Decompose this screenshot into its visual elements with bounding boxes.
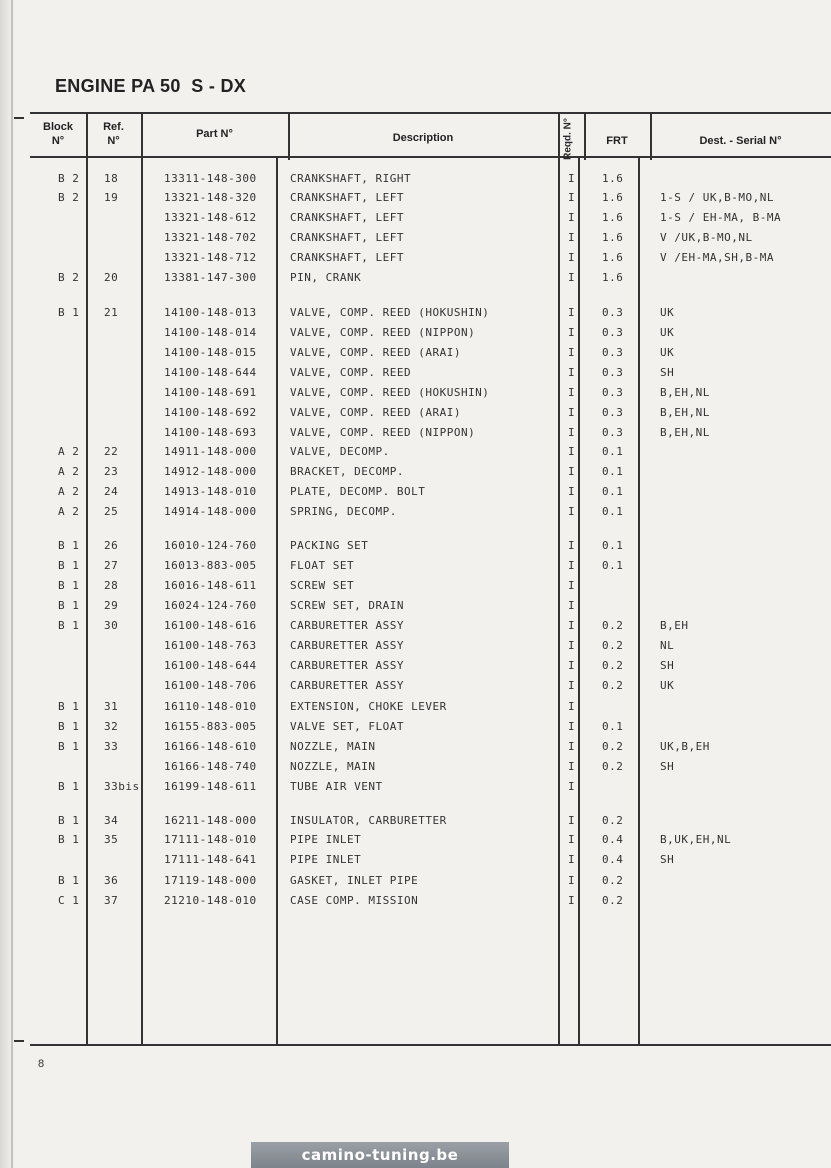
cell-reqd: I bbox=[568, 406, 576, 419]
cell-description: TUBE AIR VENT bbox=[290, 780, 383, 793]
cell-reqd: I bbox=[568, 659, 576, 672]
cell-part-number: 14100-148-692 bbox=[164, 406, 257, 419]
cell-description: GASKET, INLET PIPE bbox=[290, 874, 419, 887]
cell-description: CRANKSHAFT, LEFT bbox=[290, 191, 404, 204]
cell-reqd: I bbox=[568, 445, 576, 458]
cell-description: CRANKSHAFT, RIGHT bbox=[290, 172, 412, 185]
header-reqd bbox=[558, 118, 578, 160]
cell-frt: 0.2 bbox=[602, 894, 624, 907]
cell-reqd: I bbox=[568, 306, 576, 319]
cell-reqd: I bbox=[568, 211, 576, 224]
cell-reqd: I bbox=[568, 599, 576, 612]
cell-frt: 0.1 bbox=[602, 539, 624, 552]
cell-ref: 27 bbox=[104, 559, 119, 572]
header-ref-line1: Ref. bbox=[103, 121, 124, 133]
cell-dest: B,EH bbox=[660, 619, 689, 632]
cell-part-number: 14100-148-691 bbox=[164, 386, 257, 399]
cell-reqd: I bbox=[568, 720, 576, 733]
table-row bbox=[0, 812, 831, 830]
table-row bbox=[0, 404, 831, 422]
table-row bbox=[0, 344, 831, 362]
cell-block: B 1 bbox=[58, 559, 80, 572]
cell-dest: UK,B,EH bbox=[660, 740, 710, 753]
cell-block: B 2 bbox=[58, 172, 80, 185]
table-row bbox=[0, 304, 831, 322]
cell-reqd: I bbox=[568, 894, 576, 907]
cell-ref: 35 bbox=[104, 833, 119, 846]
cell-reqd: I bbox=[568, 760, 576, 773]
table-row bbox=[0, 384, 831, 402]
cell-description: VALVE SET, FLOAT bbox=[290, 720, 404, 733]
cell-reqd: I bbox=[568, 853, 576, 866]
cell-block: B 2 bbox=[58, 271, 80, 284]
cell-dest: V /EH-MA,SH,B-MA bbox=[660, 251, 774, 264]
cell-dest: B,EH,NL bbox=[660, 406, 710, 419]
cell-reqd: I bbox=[568, 559, 576, 572]
table-row bbox=[0, 424, 831, 442]
cell-ref: 21 bbox=[104, 306, 119, 319]
cell-reqd: I bbox=[568, 366, 576, 379]
cell-part-number: 16100-148-616 bbox=[164, 619, 257, 632]
cell-frt: 0.2 bbox=[602, 659, 624, 672]
cell-block: B 2 bbox=[58, 191, 80, 204]
cell-description: PACKING SET bbox=[290, 539, 369, 552]
cell-reqd: I bbox=[568, 172, 576, 185]
cell-part-number: 13321-148-712 bbox=[164, 251, 257, 264]
cell-frt: 1.6 bbox=[602, 191, 624, 204]
cell-reqd: I bbox=[568, 231, 576, 244]
cell-part-number: 16100-148-706 bbox=[164, 679, 257, 692]
cell-frt: 1.6 bbox=[602, 231, 624, 244]
cell-part-number: 21210-148-010 bbox=[164, 894, 257, 907]
cell-description: VALVE, COMP. REED (HOKUSHIN) bbox=[290, 306, 490, 319]
cell-reqd: I bbox=[568, 191, 576, 204]
cell-frt: 0.2 bbox=[602, 814, 624, 827]
cell-dest: SH bbox=[660, 760, 675, 773]
table-row bbox=[0, 738, 831, 756]
cell-dest: UK bbox=[660, 679, 675, 692]
cell-ref: 19 bbox=[104, 191, 119, 204]
cell-ref: 36 bbox=[104, 874, 119, 887]
cell-ref: 32 bbox=[104, 720, 119, 733]
cell-block: B 1 bbox=[58, 700, 80, 713]
cell-frt: 0.3 bbox=[602, 346, 624, 359]
cell-reqd: I bbox=[568, 814, 576, 827]
cell-dest: SH bbox=[660, 659, 675, 672]
page-title: ENGINE PA 50 S - DX bbox=[55, 76, 247, 96]
table-row bbox=[0, 637, 831, 655]
cell-frt: 0.2 bbox=[602, 760, 624, 773]
cell-reqd: I bbox=[568, 874, 576, 887]
cell-ref: 26 bbox=[104, 539, 119, 552]
cell-frt: 0.1 bbox=[602, 465, 624, 478]
cell-description: VALVE, COMP. REED (NIPPON) bbox=[290, 426, 476, 439]
table-row bbox=[0, 851, 831, 869]
cell-part-number: 17119-148-000 bbox=[164, 874, 257, 887]
table-row bbox=[0, 557, 831, 575]
cell-frt: 1.6 bbox=[602, 251, 624, 264]
cell-description: PIPE INLET bbox=[290, 853, 362, 866]
cell-part-number: 13311-148-300 bbox=[164, 172, 257, 185]
cell-description: CARBURETTER ASSY bbox=[290, 619, 404, 632]
cell-frt: 0.3 bbox=[602, 326, 624, 339]
cell-reqd: I bbox=[568, 271, 576, 284]
header-block-line1: Block bbox=[43, 121, 73, 133]
cell-reqd: I bbox=[568, 346, 576, 359]
table-row bbox=[0, 892, 831, 910]
cell-description: PLATE, DECOMP. BOLT bbox=[290, 485, 426, 498]
cell-part-number: 16211-148-000 bbox=[164, 814, 257, 827]
cell-ref: 18 bbox=[104, 172, 119, 185]
cell-dest: SH bbox=[660, 366, 675, 379]
cell-description: NOZZLE, MAIN bbox=[290, 740, 376, 753]
cell-frt: 0.1 bbox=[602, 559, 624, 572]
cell-part-number: 14914-148-000 bbox=[164, 505, 257, 518]
table-row bbox=[0, 324, 831, 342]
margin-tick bbox=[14, 1040, 24, 1042]
cell-ref: 30 bbox=[104, 619, 119, 632]
table-row bbox=[0, 872, 831, 890]
cell-description: PIPE INLET bbox=[290, 833, 362, 846]
cell-reqd: I bbox=[568, 539, 576, 552]
cell-frt: 0.3 bbox=[602, 306, 624, 319]
cell-part-number: 17111-148-010 bbox=[164, 833, 257, 846]
cell-frt: 0.2 bbox=[602, 639, 624, 652]
cell-part-number: 14100-148-644 bbox=[164, 366, 257, 379]
cell-part-number: 16155-883-005 bbox=[164, 720, 257, 733]
cell-dest: 1-S / UK,B-MO,NL bbox=[660, 191, 774, 204]
cell-block: B 1 bbox=[58, 874, 80, 887]
cell-ref: 20 bbox=[104, 271, 119, 284]
cell-block: B 1 bbox=[58, 306, 80, 319]
cell-ref: 22 bbox=[104, 445, 119, 458]
cell-ref: 31 bbox=[104, 700, 119, 713]
cell-description: VALVE, COMP. REED (ARAI) bbox=[290, 346, 461, 359]
cell-frt: 0.1 bbox=[602, 505, 624, 518]
cell-description: SCREW SET bbox=[290, 579, 355, 592]
cell-frt: 0.2 bbox=[602, 874, 624, 887]
cell-part-number: 17111-148-641 bbox=[164, 853, 257, 866]
cell-frt: 0.3 bbox=[602, 386, 624, 399]
cell-part-number: 16016-148-611 bbox=[164, 579, 257, 592]
cell-block: B 1 bbox=[58, 833, 80, 846]
cell-description: CASE COMP. MISSION bbox=[290, 894, 419, 907]
cell-reqd: I bbox=[568, 505, 576, 518]
cell-part-number: 16100-148-763 bbox=[164, 639, 257, 652]
cell-part-number: 16013-883-005 bbox=[164, 559, 257, 572]
cell-part-number: 14100-148-014 bbox=[164, 326, 257, 339]
cell-part-number: 14912-148-000 bbox=[164, 465, 257, 478]
cell-frt: 0.3 bbox=[602, 366, 624, 379]
cell-description: BRACKET, DECOMP. bbox=[290, 465, 404, 478]
table-row bbox=[0, 249, 831, 267]
cell-block: B 1 bbox=[58, 579, 80, 592]
cell-part-number: 14100-148-015 bbox=[164, 346, 257, 359]
cell-dest: 1-S / EH-MA, B-MA bbox=[660, 211, 782, 224]
cell-part-number: 13321-148-612 bbox=[164, 211, 257, 224]
header-reqd-label: Reqd. N° bbox=[562, 118, 574, 160]
cell-description: INSULATOR, CARBURETTER bbox=[290, 814, 447, 827]
table-row bbox=[0, 443, 831, 461]
cell-reqd: I bbox=[568, 679, 576, 692]
cell-reqd: I bbox=[568, 251, 576, 264]
watermark: camino-tuning.be bbox=[251, 1142, 509, 1168]
table-row bbox=[0, 657, 831, 675]
cell-ref: 37 bbox=[104, 894, 119, 907]
table-row bbox=[0, 758, 831, 776]
cell-block: B 1 bbox=[58, 740, 80, 753]
cell-frt: 0.3 bbox=[602, 426, 624, 439]
cell-description: CARBURETTER ASSY bbox=[290, 639, 404, 652]
table-row bbox=[0, 617, 831, 635]
cell-description: VALVE, DECOMP. bbox=[290, 445, 390, 458]
cell-part-number: 16199-148-611 bbox=[164, 780, 257, 793]
header-frt: FRT bbox=[606, 135, 628, 147]
cell-reqd: I bbox=[568, 485, 576, 498]
cell-description: VALVE, COMP. REED (ARAI) bbox=[290, 406, 461, 419]
table-row bbox=[0, 503, 831, 521]
cell-reqd: I bbox=[568, 386, 576, 399]
table-row bbox=[0, 364, 831, 382]
cell-part-number: 14913-148-010 bbox=[164, 485, 257, 498]
cell-part-number: 16110-148-010 bbox=[164, 700, 257, 713]
cell-ref: 25 bbox=[104, 505, 119, 518]
cell-dest: B,EH,NL bbox=[660, 386, 710, 399]
cell-frt: 0.2 bbox=[602, 619, 624, 632]
cell-reqd: I bbox=[568, 780, 576, 793]
cell-block: A 2 bbox=[58, 465, 80, 478]
cell-reqd: I bbox=[568, 740, 576, 753]
cell-frt: 0.4 bbox=[602, 853, 624, 866]
cell-part-number: 13321-148-702 bbox=[164, 231, 257, 244]
table-row bbox=[0, 189, 831, 207]
cell-block: A 2 bbox=[58, 445, 80, 458]
cell-description: VALVE, COMP. REED bbox=[290, 366, 412, 379]
cell-reqd: I bbox=[568, 579, 576, 592]
cell-part-number: 16100-148-644 bbox=[164, 659, 257, 672]
cell-part-number: 16166-148-740 bbox=[164, 760, 257, 773]
cell-ref: 29 bbox=[104, 599, 119, 612]
cell-dest: UK bbox=[660, 306, 675, 319]
cell-ref: 33 bbox=[104, 740, 119, 753]
cell-frt: 0.1 bbox=[602, 485, 624, 498]
cell-part-number: 14100-148-693 bbox=[164, 426, 257, 439]
cell-block: B 1 bbox=[58, 599, 80, 612]
table-row bbox=[0, 463, 831, 481]
cell-frt: 0.2 bbox=[602, 679, 624, 692]
cell-part-number: 13381-147-300 bbox=[164, 271, 257, 284]
cell-dest: NL bbox=[660, 639, 675, 652]
cell-dest: B,EH,NL bbox=[660, 426, 710, 439]
cell-reqd: I bbox=[568, 426, 576, 439]
cell-part-number: 13321-148-320 bbox=[164, 191, 257, 204]
cell-description: VALVE, COMP. REED (NIPPON) bbox=[290, 326, 476, 339]
table-row bbox=[0, 483, 831, 501]
cell-description: CARBURETTER ASSY bbox=[290, 679, 404, 692]
cell-frt: 0.2 bbox=[602, 740, 624, 753]
cell-frt: 0.1 bbox=[602, 445, 624, 458]
cell-ref: 28 bbox=[104, 579, 119, 592]
header-part-number: Part N° bbox=[196, 128, 233, 140]
cell-description: CRANKSHAFT, LEFT bbox=[290, 231, 404, 244]
header-block-line2: N° bbox=[51, 135, 65, 147]
cell-description: CARBURETTER ASSY bbox=[290, 659, 404, 672]
cell-part-number: 16166-148-610 bbox=[164, 740, 257, 753]
cell-description: SPRING, DECOMP. bbox=[290, 505, 397, 518]
table-row bbox=[0, 170, 831, 188]
cell-reqd: I bbox=[568, 639, 576, 652]
cell-description: FLOAT SET bbox=[290, 559, 355, 572]
cell-description: PIN, CRANK bbox=[290, 271, 362, 284]
table-row bbox=[0, 778, 831, 796]
table-row bbox=[0, 577, 831, 595]
cell-frt: 0.1 bbox=[602, 720, 624, 733]
cell-block: B 1 bbox=[58, 539, 80, 552]
cell-description: VALVE, COMP. REED (HOKUSHIN) bbox=[290, 386, 490, 399]
cell-block: B 1 bbox=[58, 814, 80, 827]
cell-dest: UK bbox=[660, 346, 675, 359]
cell-block: B 1 bbox=[58, 780, 80, 793]
table-row bbox=[0, 597, 831, 615]
cell-part-number: 14911-148-000 bbox=[164, 445, 257, 458]
cell-dest: UK bbox=[660, 326, 675, 339]
table-row bbox=[0, 537, 831, 555]
cell-block: A 2 bbox=[58, 505, 80, 518]
cell-dest: V /UK,B-MO,NL bbox=[660, 231, 753, 244]
table-row bbox=[0, 718, 831, 736]
cell-reqd: I bbox=[568, 833, 576, 846]
header-ref bbox=[86, 120, 141, 148]
cell-description: SCREW SET, DRAIN bbox=[290, 599, 404, 612]
cell-frt: 1.6 bbox=[602, 271, 624, 284]
cell-description: CRANKSHAFT, LEFT bbox=[290, 211, 404, 224]
table-bottom-rule bbox=[30, 1044, 831, 1046]
cell-reqd: I bbox=[568, 619, 576, 632]
cell-part-number: 16010-124-760 bbox=[164, 539, 257, 552]
margin-tick bbox=[14, 117, 24, 119]
table-row bbox=[0, 831, 831, 849]
header-block bbox=[30, 120, 86, 148]
table-row bbox=[0, 209, 831, 227]
table-row bbox=[0, 269, 831, 287]
cell-reqd: I bbox=[568, 326, 576, 339]
cell-dest: SH bbox=[660, 853, 675, 866]
cell-part-number: 16024-124-760 bbox=[164, 599, 257, 612]
cell-reqd: I bbox=[568, 700, 576, 713]
header-dest: Dest. - Serial N° bbox=[699, 135, 782, 147]
cell-reqd: I bbox=[568, 465, 576, 478]
cell-frt: 0.3 bbox=[602, 406, 624, 419]
cell-frt: 1.6 bbox=[602, 211, 624, 224]
cell-block: A 2 bbox=[58, 485, 80, 498]
cell-block: C 1 bbox=[58, 894, 80, 907]
cell-ref: 33bis bbox=[104, 780, 140, 793]
cell-frt: 1.6 bbox=[602, 172, 624, 185]
cell-block: B 1 bbox=[58, 720, 80, 733]
table-row bbox=[0, 677, 831, 695]
cell-ref: 23 bbox=[104, 465, 119, 478]
cell-frt: 0.4 bbox=[602, 833, 624, 846]
header-description: Description bbox=[392, 132, 454, 144]
cell-description: CRANKSHAFT, LEFT bbox=[290, 251, 404, 264]
cell-dest: B,UK,EH,NL bbox=[660, 833, 732, 846]
cell-description: NOZZLE, MAIN bbox=[290, 760, 376, 773]
table-top-rule bbox=[30, 112, 831, 114]
cell-block: B 1 bbox=[58, 619, 80, 632]
cell-description: EXTENSION, CHOKE LEVER bbox=[290, 700, 447, 713]
table-header-rule bbox=[30, 156, 831, 158]
table-row bbox=[0, 698, 831, 716]
table-row bbox=[0, 229, 831, 247]
cell-ref: 24 bbox=[104, 485, 119, 498]
page-number: 8 bbox=[38, 1058, 45, 1070]
header-ref-line2: N° bbox=[107, 135, 120, 147]
cell-part-number: 14100-148-013 bbox=[164, 306, 257, 319]
cell-ref: 34 bbox=[104, 814, 119, 827]
